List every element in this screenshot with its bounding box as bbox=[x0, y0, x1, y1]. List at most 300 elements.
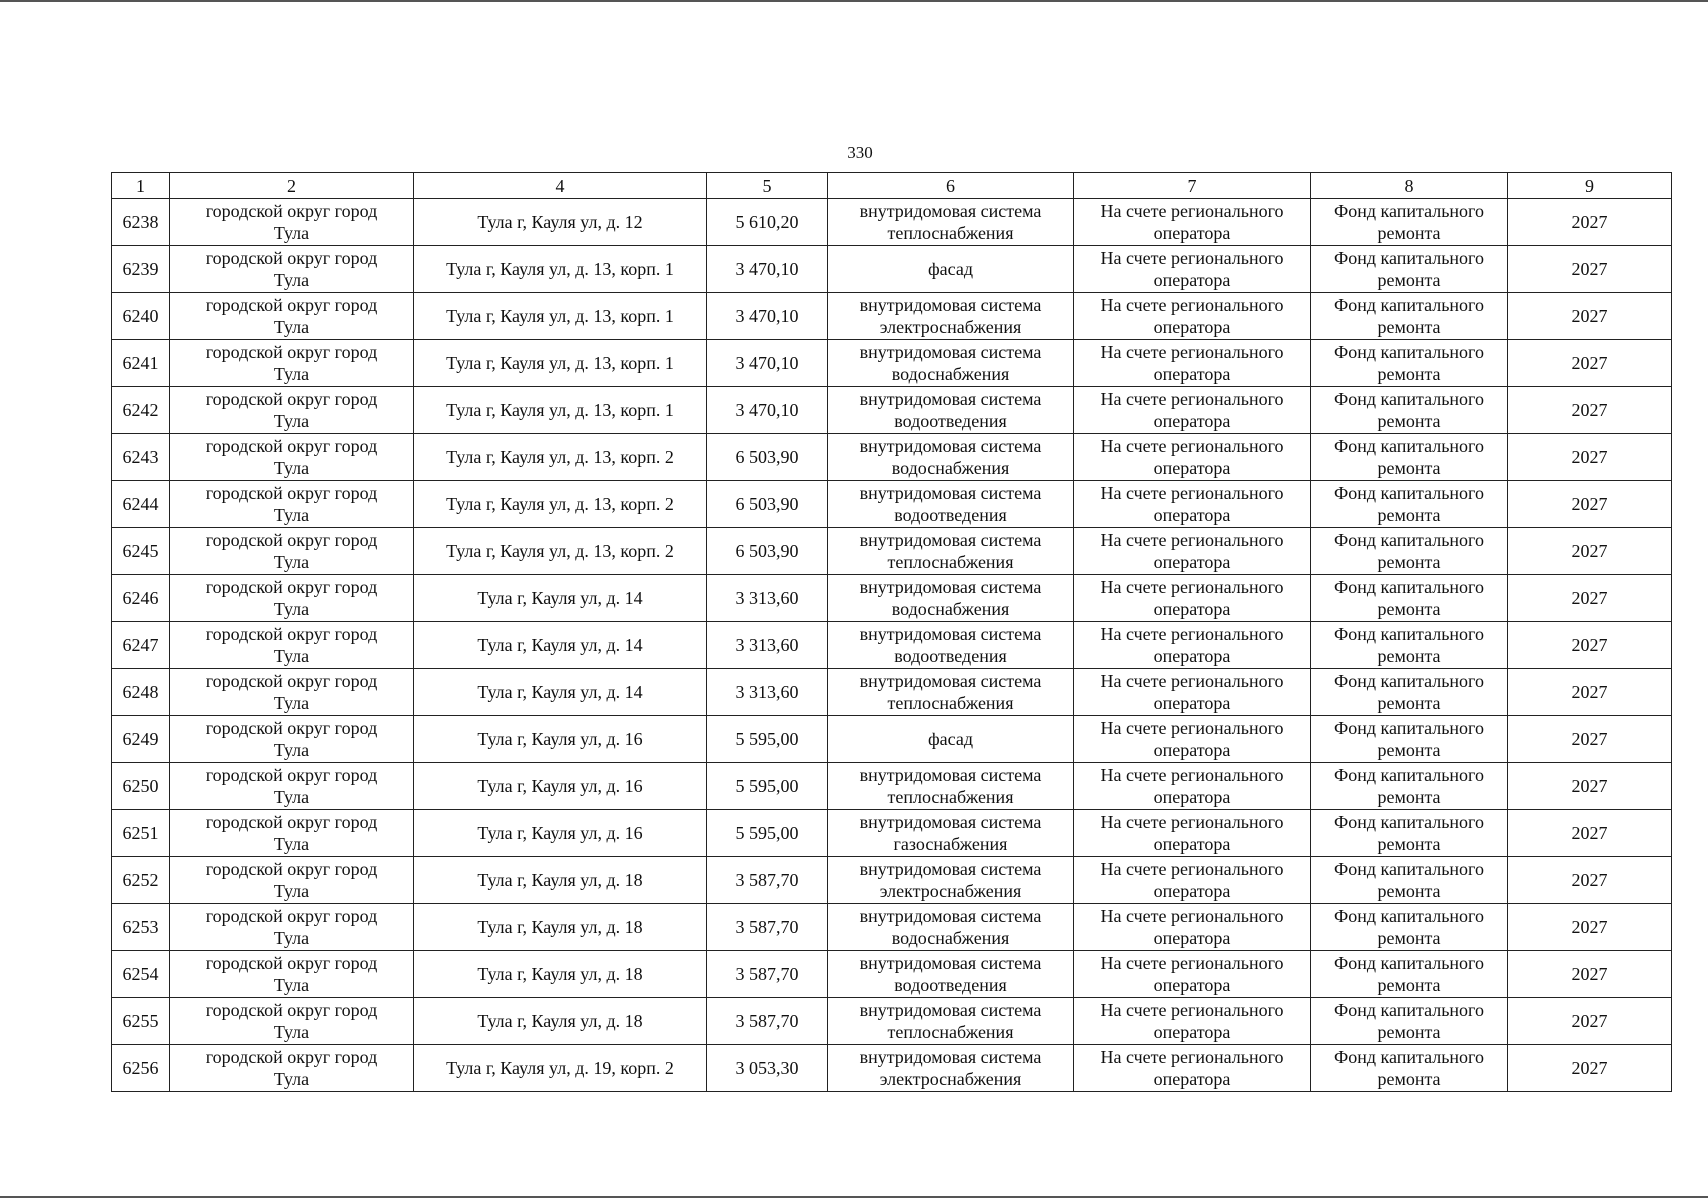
row-number-cell: 6247 bbox=[112, 622, 170, 669]
header-row bbox=[112, 173, 1672, 199]
account-line: оператора bbox=[1153, 881, 1231, 901]
system-cell bbox=[828, 951, 1074, 998]
district-line: Тула bbox=[273, 975, 310, 995]
table-row bbox=[112, 716, 1672, 763]
district-line: Тула bbox=[273, 552, 310, 572]
account-line: оператора bbox=[1153, 1022, 1231, 1042]
fund-cell bbox=[1311, 199, 1508, 246]
account-line: На счете регионального bbox=[1100, 906, 1284, 926]
top-border-rule bbox=[0, 0, 1708, 2]
table-row bbox=[112, 622, 1672, 669]
page-number: 330 bbox=[847, 143, 873, 162]
system-cell bbox=[828, 998, 1074, 1045]
account-line: оператора bbox=[1153, 223, 1231, 243]
system-line: внутридомовая система bbox=[859, 577, 1042, 597]
area-cell: 3 470,10 bbox=[707, 340, 828, 387]
system-cell bbox=[828, 434, 1074, 481]
account-cell bbox=[1074, 575, 1311, 622]
row-number-cell: 6250 bbox=[112, 763, 170, 810]
account-line: На счете регионального bbox=[1100, 718, 1284, 738]
table-row bbox=[112, 293, 1672, 340]
fund-cell bbox=[1311, 810, 1508, 857]
fund-line: ремонта bbox=[1377, 975, 1441, 995]
system-line: внутридомовая система bbox=[859, 1000, 1042, 1020]
table-row bbox=[112, 434, 1672, 481]
area-cell: 3 587,70 bbox=[707, 904, 828, 951]
system-cell bbox=[828, 716, 1074, 763]
fund-line: ремонта bbox=[1377, 740, 1441, 760]
row-number-cell: 6239 bbox=[112, 246, 170, 293]
address-cell: Тула г, Кауля ул, д. 14 bbox=[414, 622, 707, 669]
address-cell: Тула г, Кауля ул, д. 13, корп. 2 bbox=[414, 481, 707, 528]
row-number-cell: 6253 bbox=[112, 904, 170, 951]
year-cell: 2027 bbox=[1508, 387, 1672, 434]
system-cell bbox=[828, 763, 1074, 810]
row-number-cell: 6244 bbox=[112, 481, 170, 528]
fund-cell bbox=[1311, 904, 1508, 951]
table-header bbox=[112, 173, 1672, 199]
account-line: оператора bbox=[1153, 693, 1231, 713]
fund-line: ремонта bbox=[1377, 505, 1441, 525]
area-cell: 6 503,90 bbox=[707, 481, 828, 528]
account-line: оператора bbox=[1153, 928, 1231, 948]
area-cell: 3 587,70 bbox=[707, 857, 828, 904]
fund-line: ремонта bbox=[1377, 693, 1441, 713]
fund-line: ремонта bbox=[1377, 1022, 1441, 1042]
address-cell: Тула г, Кауля ул, д. 16 bbox=[414, 810, 707, 857]
system-line: внутридомовая система bbox=[859, 530, 1042, 550]
table-row bbox=[112, 387, 1672, 434]
table-row bbox=[112, 904, 1672, 951]
row-number-cell: 6251 bbox=[112, 810, 170, 857]
area-cell: 3 587,70 bbox=[707, 951, 828, 998]
address-cell: Тула г, Кауля ул, д. 13, корп. 1 bbox=[414, 340, 707, 387]
fund-line: ремонта bbox=[1377, 1069, 1441, 1089]
account-line: На счете регионального bbox=[1100, 342, 1284, 362]
system-line: теплоснабжения bbox=[887, 223, 1014, 243]
account-cell bbox=[1074, 434, 1311, 481]
year-cell: 2027 bbox=[1508, 810, 1672, 857]
area-cell: 6 503,90 bbox=[707, 528, 828, 575]
district-line: Тула bbox=[273, 599, 310, 619]
area-cell: 3 587,70 bbox=[707, 998, 828, 1045]
system-line: водоотведения bbox=[894, 411, 1007, 431]
account-cell bbox=[1074, 857, 1311, 904]
account-line: На счете регионального bbox=[1100, 953, 1284, 973]
table-row bbox=[112, 199, 1672, 246]
fund-line: ремонта bbox=[1377, 270, 1441, 290]
account-line: На счете регионального bbox=[1100, 859, 1284, 879]
account-cell bbox=[1074, 293, 1311, 340]
system-line: внутридомовая система bbox=[859, 483, 1042, 503]
system-cell bbox=[828, 669, 1074, 716]
fund-line: Фонд капитального bbox=[1334, 295, 1484, 315]
column-header-2: 2 bbox=[170, 173, 414, 199]
area-cell: 3 313,60 bbox=[707, 669, 828, 716]
area-cell: 3 053,30 bbox=[707, 1045, 828, 1092]
year-cell: 2027 bbox=[1508, 998, 1672, 1045]
account-line: оператора bbox=[1153, 552, 1231, 572]
fund-line: ремонта bbox=[1377, 364, 1441, 384]
district-cell bbox=[170, 293, 414, 340]
district-line: городской округ город bbox=[205, 1000, 378, 1020]
fund-line: ремонта bbox=[1377, 223, 1441, 243]
row-number-cell: 6255 bbox=[112, 998, 170, 1045]
account-cell bbox=[1074, 810, 1311, 857]
table-row bbox=[112, 998, 1672, 1045]
year-cell: 2027 bbox=[1508, 434, 1672, 481]
account-line: оператора bbox=[1153, 1069, 1231, 1089]
district-cell bbox=[170, 904, 414, 951]
district-line: городской округ город bbox=[205, 483, 378, 503]
account-line: оператора bbox=[1153, 740, 1231, 760]
fund-cell bbox=[1311, 1045, 1508, 1092]
address-cell: Тула г, Кауля ул, д. 18 bbox=[414, 951, 707, 998]
district-cell bbox=[170, 857, 414, 904]
system-line: внутридомовая система bbox=[859, 624, 1042, 644]
district-cell bbox=[170, 575, 414, 622]
address-cell: Тула г, Кауля ул, д. 18 bbox=[414, 904, 707, 951]
column-header-9: 9 bbox=[1508, 173, 1672, 199]
year-cell: 2027 bbox=[1508, 293, 1672, 340]
account-line: оператора bbox=[1153, 411, 1231, 431]
account-line: На счете регионального bbox=[1100, 1000, 1284, 1020]
table-row bbox=[112, 481, 1672, 528]
system-line: теплоснабжения bbox=[887, 1022, 1014, 1042]
table-row bbox=[112, 528, 1672, 575]
system-line: внутридомовая система bbox=[859, 201, 1042, 221]
district-line: городской округ город bbox=[205, 671, 378, 691]
column-header-8: 8 bbox=[1311, 173, 1508, 199]
system-cell bbox=[828, 199, 1074, 246]
table-row bbox=[112, 1045, 1672, 1092]
area-cell: 3 470,10 bbox=[707, 293, 828, 340]
fund-line: Фонд капитального bbox=[1334, 624, 1484, 644]
area-cell: 3 313,60 bbox=[707, 622, 828, 669]
fund-line: Фонд капитального bbox=[1334, 953, 1484, 973]
system-cell bbox=[828, 810, 1074, 857]
district-cell bbox=[170, 951, 414, 998]
district-line: Тула bbox=[273, 881, 310, 901]
fund-line: ремонта bbox=[1377, 552, 1441, 572]
account-line: оператора bbox=[1153, 458, 1231, 478]
year-cell: 2027 bbox=[1508, 951, 1672, 998]
address-cell: Тула г, Кауля ул, д. 14 bbox=[414, 669, 707, 716]
address-cell: Тула г, Кауля ул, д. 13, корп. 2 bbox=[414, 528, 707, 575]
system-cell bbox=[828, 246, 1074, 293]
account-cell bbox=[1074, 904, 1311, 951]
year-cell: 2027 bbox=[1508, 1045, 1672, 1092]
fund-cell bbox=[1311, 763, 1508, 810]
account-cell bbox=[1074, 998, 1311, 1045]
district-line: Тула bbox=[273, 787, 310, 807]
system-cell bbox=[828, 340, 1074, 387]
fund-cell bbox=[1311, 716, 1508, 763]
year-cell: 2027 bbox=[1508, 904, 1672, 951]
district-line: городской округ город bbox=[205, 248, 378, 268]
system-line: фасад bbox=[927, 729, 973, 749]
row-number-cell: 6248 bbox=[112, 669, 170, 716]
district-line: городской округ город bbox=[205, 624, 378, 644]
fund-line: ремонта bbox=[1377, 646, 1441, 666]
bottom-border-rule bbox=[0, 1196, 1708, 1198]
fund-line: Фонд капитального bbox=[1334, 342, 1484, 362]
district-line: Тула bbox=[273, 740, 310, 760]
column-header-5: 5 bbox=[707, 173, 828, 199]
year-cell: 2027 bbox=[1508, 528, 1672, 575]
table-row bbox=[112, 575, 1672, 622]
account-line: оператора bbox=[1153, 505, 1231, 525]
district-cell bbox=[170, 763, 414, 810]
area-cell: 3 470,10 bbox=[707, 387, 828, 434]
fund-line: ремонта bbox=[1377, 787, 1441, 807]
address-cell: Тула г, Кауля ул, д. 16 bbox=[414, 716, 707, 763]
system-cell bbox=[828, 481, 1074, 528]
column-header-6: 6 bbox=[828, 173, 1074, 199]
fund-line: ремонта bbox=[1377, 881, 1441, 901]
fund-line: Фонд капитального bbox=[1334, 906, 1484, 926]
area-cell: 5 595,00 bbox=[707, 763, 828, 810]
fund-line: Фонд капитального bbox=[1334, 1047, 1484, 1067]
district-line: Тула bbox=[273, 646, 310, 666]
account-line: На счете регионального bbox=[1100, 624, 1284, 644]
system-line: внутридомовая система bbox=[859, 389, 1042, 409]
year-cell: 2027 bbox=[1508, 246, 1672, 293]
account-line: На счете регионального bbox=[1100, 436, 1284, 456]
system-cell bbox=[828, 575, 1074, 622]
system-line: внутридомовая система bbox=[859, 765, 1042, 785]
column-header-1: 1 bbox=[112, 173, 170, 199]
address-cell: Тула г, Кауля ул, д. 14 bbox=[414, 575, 707, 622]
account-line: оператора bbox=[1153, 317, 1231, 337]
account-line: оператора bbox=[1153, 599, 1231, 619]
system-line: теплоснабжения bbox=[887, 552, 1014, 572]
table-row bbox=[112, 669, 1672, 716]
area-cell: 5 595,00 bbox=[707, 716, 828, 763]
system-line: водоснабжения bbox=[891, 458, 1010, 478]
fund-line: Фонд капитального bbox=[1334, 765, 1484, 785]
account-line: На счете регионального bbox=[1100, 530, 1284, 550]
system-line: водоснабжения bbox=[891, 364, 1010, 384]
account-cell bbox=[1074, 1045, 1311, 1092]
district-cell bbox=[170, 434, 414, 481]
district-cell bbox=[170, 669, 414, 716]
year-cell: 2027 bbox=[1508, 575, 1672, 622]
system-line: фасад bbox=[927, 259, 973, 279]
fund-line: Фонд капитального bbox=[1334, 248, 1484, 268]
account-line: оператора bbox=[1153, 787, 1231, 807]
system-line: электроснабжения bbox=[879, 1069, 1022, 1089]
district-line: Тула bbox=[273, 1022, 310, 1042]
area-cell: 5 595,00 bbox=[707, 810, 828, 857]
system-cell bbox=[828, 528, 1074, 575]
year-cell: 2027 bbox=[1508, 481, 1672, 528]
system-cell bbox=[828, 293, 1074, 340]
district-line: городской округ город bbox=[205, 530, 378, 550]
account-cell bbox=[1074, 340, 1311, 387]
fund-cell bbox=[1311, 434, 1508, 481]
system-line: внутридомовая система bbox=[859, 812, 1042, 832]
account-line: На счете регионального bbox=[1100, 1047, 1284, 1067]
fund-line: ремонта bbox=[1377, 928, 1441, 948]
district-cell bbox=[170, 1045, 414, 1092]
district-cell bbox=[170, 387, 414, 434]
system-line: внутридомовая система bbox=[859, 1047, 1042, 1067]
system-line: электроснабжения bbox=[879, 317, 1022, 337]
district-line: городской округ город bbox=[205, 1047, 378, 1067]
table-row bbox=[112, 857, 1672, 904]
fund-line: Фонд капитального bbox=[1334, 812, 1484, 832]
table-row bbox=[112, 763, 1672, 810]
system-cell bbox=[828, 904, 1074, 951]
district-line: городской округ город bbox=[205, 342, 378, 362]
table-row bbox=[112, 246, 1672, 293]
area-cell: 3 470,10 bbox=[707, 246, 828, 293]
fund-line: ремонта bbox=[1377, 458, 1441, 478]
account-cell bbox=[1074, 528, 1311, 575]
district-line: городской округ город bbox=[205, 906, 378, 926]
address-cell: Тула г, Кауля ул, д. 19, корп. 2 bbox=[414, 1045, 707, 1092]
district-line: городской округ город bbox=[205, 295, 378, 315]
row-number-cell: 6241 bbox=[112, 340, 170, 387]
row-number-cell: 6256 bbox=[112, 1045, 170, 1092]
year-cell: 2027 bbox=[1508, 199, 1672, 246]
account-line: На счете регионального bbox=[1100, 201, 1284, 221]
district-line: городской округ город bbox=[205, 389, 378, 409]
account-cell bbox=[1074, 622, 1311, 669]
row-number-cell: 6249 bbox=[112, 716, 170, 763]
fund-cell bbox=[1311, 481, 1508, 528]
fund-cell bbox=[1311, 293, 1508, 340]
district-cell bbox=[170, 528, 414, 575]
system-cell bbox=[828, 622, 1074, 669]
district-line: городской округ город bbox=[205, 859, 378, 879]
account-line: На счете регионального bbox=[1100, 295, 1284, 315]
district-line: городской округ город bbox=[205, 436, 378, 456]
account-line: оператора bbox=[1153, 646, 1231, 666]
fund-cell bbox=[1311, 622, 1508, 669]
account-cell bbox=[1074, 951, 1311, 998]
account-line: На счете регионального bbox=[1100, 483, 1284, 503]
row-number-cell: 6245 bbox=[112, 528, 170, 575]
row-number-cell: 6242 bbox=[112, 387, 170, 434]
fund-cell bbox=[1311, 246, 1508, 293]
table-row bbox=[112, 340, 1672, 387]
row-number-cell: 6254 bbox=[112, 951, 170, 998]
district-cell bbox=[170, 716, 414, 763]
district-line: городской округ город bbox=[205, 577, 378, 597]
table-row bbox=[112, 951, 1672, 998]
district-line: Тула bbox=[273, 505, 310, 525]
district-cell bbox=[170, 810, 414, 857]
system-line: внутридомовая система bbox=[859, 342, 1042, 362]
system-line: внутридомовая система bbox=[859, 436, 1042, 456]
fund-cell bbox=[1311, 575, 1508, 622]
district-line: Тула bbox=[273, 364, 310, 384]
area-cell: 3 313,60 bbox=[707, 575, 828, 622]
address-cell: Тула г, Кауля ул, д. 18 bbox=[414, 998, 707, 1045]
fund-line: Фонд капитального bbox=[1334, 201, 1484, 221]
account-line: На счете регионального bbox=[1100, 248, 1284, 268]
fund-line: ремонта bbox=[1377, 834, 1441, 854]
district-cell bbox=[170, 998, 414, 1045]
address-cell: Тула г, Кауля ул, д. 13, корп. 1 bbox=[414, 246, 707, 293]
system-line: водоснабжения bbox=[891, 928, 1010, 948]
address-cell: Тула г, Кауля ул, д. 12 bbox=[414, 199, 707, 246]
system-line: теплоснабжения bbox=[887, 693, 1014, 713]
account-cell bbox=[1074, 387, 1311, 434]
district-line: Тула bbox=[273, 1069, 310, 1089]
district-cell bbox=[170, 340, 414, 387]
year-cell: 2027 bbox=[1508, 716, 1672, 763]
year-cell: 2027 bbox=[1508, 857, 1672, 904]
address-cell: Тула г, Кауля ул, д. 13, корп. 1 bbox=[414, 293, 707, 340]
area-cell: 6 503,90 bbox=[707, 434, 828, 481]
system-line: внутридомовая система bbox=[859, 953, 1042, 973]
account-line: оператора bbox=[1153, 364, 1231, 384]
account-cell bbox=[1074, 669, 1311, 716]
system-line: водоснабжения bbox=[891, 599, 1010, 619]
district-line: Тула bbox=[273, 223, 310, 243]
row-number-cell: 6243 bbox=[112, 434, 170, 481]
fund-line: ремонта bbox=[1377, 411, 1441, 431]
year-cell: 2027 bbox=[1508, 669, 1672, 716]
fund-cell bbox=[1311, 340, 1508, 387]
row-number-cell: 6252 bbox=[112, 857, 170, 904]
district-cell bbox=[170, 246, 414, 293]
system-cell bbox=[828, 1045, 1074, 1092]
fund-cell bbox=[1311, 669, 1508, 716]
fund-line: Фонд капитального bbox=[1334, 483, 1484, 503]
district-line: Тула bbox=[273, 458, 310, 478]
district-line: городской округ город bbox=[205, 718, 378, 738]
district-line: городской округ город bbox=[205, 953, 378, 973]
account-line: На счете регионального bbox=[1100, 812, 1284, 832]
system-line: внутридомовая система bbox=[859, 906, 1042, 926]
system-cell bbox=[828, 387, 1074, 434]
system-line: газоснабжения bbox=[893, 834, 1008, 854]
account-line: На счете регионального bbox=[1100, 671, 1284, 691]
account-line: На счете регионального bbox=[1100, 389, 1284, 409]
district-line: Тула bbox=[273, 317, 310, 337]
district-cell bbox=[170, 481, 414, 528]
fund-cell bbox=[1311, 998, 1508, 1045]
address-cell: Тула г, Кауля ул, д. 13, корп. 2 bbox=[414, 434, 707, 481]
row-number-cell: 6238 bbox=[112, 199, 170, 246]
account-cell bbox=[1074, 763, 1311, 810]
system-line: электроснабжения bbox=[879, 881, 1022, 901]
account-line: На счете регионального bbox=[1100, 765, 1284, 785]
fund-line: Фонд капитального bbox=[1334, 436, 1484, 456]
system-line: внутридомовая система bbox=[859, 295, 1042, 315]
fund-line: Фонд капитального bbox=[1334, 859, 1484, 879]
district-line: Тула bbox=[273, 693, 310, 713]
fund-line: ремонта bbox=[1377, 599, 1441, 619]
fund-line: Фонд капитального bbox=[1334, 718, 1484, 738]
fund-line: Фонд капитального bbox=[1334, 671, 1484, 691]
fund-line: Фонд капитального bbox=[1334, 389, 1484, 409]
account-cell bbox=[1074, 481, 1311, 528]
district-line: Тула bbox=[273, 270, 310, 290]
fund-cell bbox=[1311, 387, 1508, 434]
district-line: городской округ город bbox=[205, 765, 378, 785]
account-cell bbox=[1074, 246, 1311, 293]
address-cell: Тула г, Кауля ул, д. 16 bbox=[414, 763, 707, 810]
fund-line: Фонд капитального bbox=[1334, 1000, 1484, 1020]
account-line: оператора bbox=[1153, 834, 1231, 854]
district-cell bbox=[170, 622, 414, 669]
system-line: водоотведения bbox=[894, 646, 1007, 666]
